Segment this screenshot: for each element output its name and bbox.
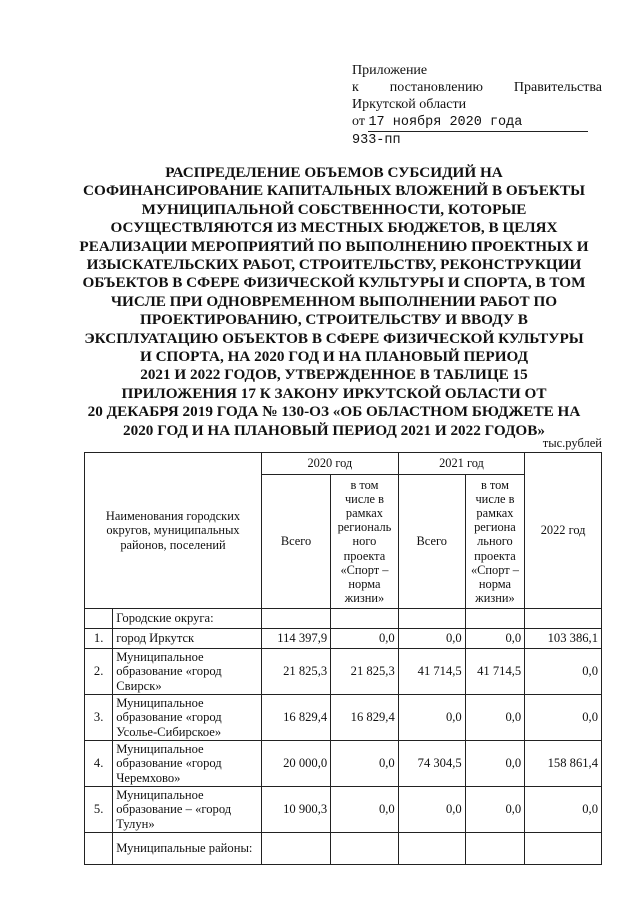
cell-2022-total: 0,0: [525, 649, 602, 695]
cell-2020-total: 21 825,3: [261, 649, 330, 695]
row-number: 2.: [85, 649, 113, 695]
cell-2020-total: 16 829,4: [261, 695, 330, 741]
row-name: город Иркутск: [113, 629, 262, 649]
section-urban: Городские округа:: [113, 609, 262, 629]
appendix-number: 933-пп: [352, 133, 401, 148]
row-number: 5.: [85, 787, 113, 833]
appendix-block: [352, 62, 602, 149]
row-number: 1.: [85, 629, 113, 649]
appendix-prefix: к: [352, 80, 359, 95]
row-number: 3.: [85, 695, 113, 741]
header-2021-project: в том числе в рамках региона льного проекта «Спорт – норма жизни»: [465, 475, 524, 609]
document-title: [66, 164, 602, 440]
header-2021-total: Всего: [398, 475, 465, 609]
row-name: Муниципальное образование «город Свирск»: [113, 649, 262, 695]
header-2020-project: в том числе в рамках региональ ного проекта «Спорт – норма жизни»: [331, 475, 399, 609]
cell-2021-project: 0,0: [465, 695, 524, 741]
appendix-line-2: [352, 79, 602, 96]
title-line: МУНИЦИПАЛЬНОЙ СОБСТВЕННОСТИ, КОТОРЫЕ: [141, 200, 527, 218]
table-row: [85, 629, 602, 649]
row-name: Муниципальное образование – «город Тулун»: [113, 787, 262, 833]
table-row: [85, 695, 602, 741]
title-line: СОФИНАНСИРОВАНИЕ КАПИТАЛЬНЫХ ВЛОЖЕНИЙ В ОБЪЕКТЫ: [82, 182, 585, 200]
cell-2020-project: 16 829,4: [331, 695, 399, 741]
section-districts: Муниципальные районы:: [113, 833, 262, 865]
cell-2021-total: 41 714,5: [398, 649, 465, 695]
table-row: [85, 741, 602, 787]
appendix-line-3: Иркутской области: [352, 97, 467, 112]
appendix-line-1: Приложение: [352, 63, 428, 78]
cell-2022-total: 0,0: [525, 787, 602, 833]
title-line: И СПОРТА, НА 2020 ГОД И НА ПЛАНОВЫЙ ПЕРИОД: [139, 348, 529, 366]
cell-2021-project: 41 714,5: [465, 649, 524, 695]
title-line: ЧИСЛЕ ПРИ ОДНОВРЕМЕННОМ ВЫПОЛНЕНИИ РАБОТ ПО: [110, 292, 558, 310]
row-name: Муниципальное образование «город Усолье-Сибирское»: [113, 695, 262, 741]
section-row-districts: [85, 833, 602, 865]
header-2021: 2021 год: [398, 453, 524, 475]
cell-2020-total: 20 000,0: [261, 741, 330, 787]
cell-2020-project: 0,0: [331, 787, 399, 833]
cell-2021-project: 0,0: [465, 629, 524, 649]
title-line: ОБЪЕКТОВ В СФЕРЕ ФИЗИЧЕСКОЙ КУЛЬТУРЫ И СПОРТА, В ТОМ: [82, 274, 586, 292]
cell-2022-total: 103 386,1: [525, 629, 602, 649]
title-line: РАСПРЕДЕЛЕНИЕ ОБЪЕМОВ СУБСИДИЙ НА: [165, 164, 503, 181]
title-line: РЕАЛИЗАЦИИ МЕРОПРИЯТИЙ ПО ВЫПОЛНЕНИЮ ПРОЕКТНЫХ И: [79, 237, 589, 255]
cell-2021-total: 0,0: [398, 629, 465, 649]
title-line: ПРИЛОЖЕНИЯ 17 К ЗАКОНУ ИРКУТСКОЙ ОБЛАСТИ ОТ: [121, 384, 547, 402]
cell-2020-project: 0,0: [331, 741, 399, 787]
cell-2021-total: 0,0: [398, 787, 465, 833]
subsidy-table: [84, 452, 602, 865]
appendix-date-prefix: от: [352, 114, 365, 129]
cell-2020-total: 114 397,9: [261, 629, 330, 649]
row-name: Муниципальное образование «город Черемхово»: [113, 741, 262, 787]
title-line: 2021 И 2022 ГОДОВ, УТВЕРЖДЕННОЕ В ТАБЛИЦЕ 15: [140, 366, 528, 384]
title-line: ОСУЩЕСТВЛЯЮТСЯ ИЗ МЕСТНЫХ БЮДЖЕТОВ, В ЦЕЛЯХ: [110, 219, 558, 237]
header-row-years: [85, 453, 602, 475]
table-row: [85, 649, 602, 695]
title-line: ЭКСПЛУАТАЦИЮ ОБЪЕКТОВ В СФЕРЕ ФИЗИЧЕСКОЙ КУЛЬТУРЫ: [84, 329, 584, 347]
units-label: тыс.рублей: [542, 436, 602, 450]
cell-2021-project: 0,0: [465, 787, 524, 833]
cell-2020-project: 21 825,3: [331, 649, 399, 695]
header-2020: 2020 год: [261, 453, 398, 475]
appendix-line-4: [352, 113, 602, 132]
header-2022: 2022 год: [525, 453, 602, 609]
title-line: ПРОЕКТИРОВАНИЮ, СТРОИТЕЛЬСТВУ И ВВОДУ В: [140, 311, 528, 329]
title-line: 20 ДЕКАБРЯ 2019 ГОДА № 130-ОЗ «ОБ ОБЛАСТНОМ БЮДЖЕТЕ НА: [87, 403, 581, 421]
section-row-urban: [85, 609, 602, 629]
row-number: 4.: [85, 741, 113, 787]
cell-2021-project: 0,0: [465, 741, 524, 787]
cell-2021-total: 0,0: [398, 695, 465, 741]
cell-2022-total: 0,0: [525, 695, 602, 741]
title-line: ИЗЫСКАТЕЛЬСКИХ РАБОТ, СТРОИТЕЛЬСТВУ, РЕКОНСТРУКЦИИ: [86, 256, 582, 274]
appendix-date: 17 ноября 2020 года: [368, 114, 588, 132]
cell-2020-total: 10 900,3: [261, 787, 330, 833]
cell-2021-total: 74 304,5: [398, 741, 465, 787]
appendix-government-word: Правительства: [513, 80, 602, 95]
table-row: [85, 787, 602, 833]
title-line: 2020 ГОД И НА ПЛАНОВЫЙ ПЕРИОД 2021 И 2022 ГОДОВ»: [123, 421, 545, 439]
cell-2020-project: 0,0: [331, 629, 399, 649]
header-2020-total: Всего: [261, 475, 330, 609]
cell-2022-total: 158 861,4: [525, 741, 602, 787]
header-name: Наименования городских округов, муниципальных районов, поселений: [85, 453, 262, 609]
appendix-resolution-word: постановлению: [389, 80, 483, 95]
